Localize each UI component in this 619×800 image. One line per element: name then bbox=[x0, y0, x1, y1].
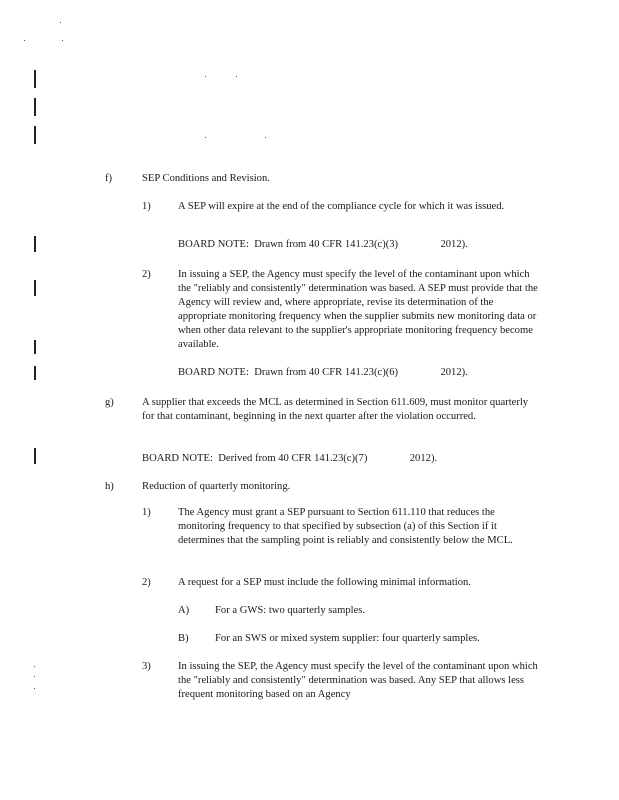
section-h-subitem-b-label: B) bbox=[178, 633, 189, 644]
change-bar bbox=[34, 70, 36, 88]
change-bar bbox=[34, 366, 36, 380]
scan-speck bbox=[265, 137, 266, 138]
change-bar bbox=[34, 448, 36, 464]
scan-speck bbox=[34, 666, 35, 667]
scan-speck bbox=[60, 22, 61, 23]
scan-speck bbox=[205, 76, 206, 77]
change-bar bbox=[34, 98, 36, 116]
section-h-label: h) bbox=[105, 481, 114, 492]
section-f-item-1-label: 1) bbox=[142, 201, 151, 212]
section-h-item-1-label: 1) bbox=[142, 507, 151, 518]
section-f-item-1-note: BOARD NOTE: Drawn from 40 CFR 141.23(c)(3) 2012). bbox=[178, 239, 468, 250]
section-h-subitem-a-label: A) bbox=[178, 605, 190, 616]
scan-speck bbox=[34, 688, 35, 689]
change-bar bbox=[34, 340, 36, 354]
change-bar bbox=[34, 280, 36, 296]
section-f-item-2-label: 2) bbox=[142, 269, 151, 280]
change-bar bbox=[34, 236, 36, 252]
section-g-note: BOARD NOTE: Derived from 40 CFR 141.23(c)(7) 2012). bbox=[142, 453, 438, 464]
scan-speck bbox=[236, 76, 237, 77]
change-bar bbox=[34, 126, 36, 144]
scan-speck bbox=[62, 40, 63, 41]
section-h-item-2-text: A request for a SEP must include the following minimal information. bbox=[178, 577, 471, 588]
section-h-item-3-label: 3) bbox=[142, 661, 151, 672]
section-f-heading: SEP Conditions and Revision. bbox=[142, 173, 270, 184]
section-h-subitem-b-text: For an SWS or mixed system supplier: four quarterly samples. bbox=[215, 633, 480, 644]
section-g-text: A supplier that exceeds the MCL as determined in Section 611.609, must monitor quarterly for that contaminant, beginning in the next quarter after the violation occurred. bbox=[142, 397, 529, 422]
section-h-item-3-text: In issuing the SEP, the Agency must specify the level of the contaminant upon which the "reliably and consistently" determination was based. Any SEP that allows less frequent monitoring based on an Agency bbox=[178, 661, 538, 700]
section-f-item-2-text: In issuing a SEP, the Agency must specify the level of the contaminant upon which the "reliably and consistently" determination was based. A SEP must provide that the Agency will review and, where appropriate, revise its determination of the appropriate monitoring frequency when the supplier submits new monitoring data or when other data relevant to the supplier's appropriate monitoring frequency become available. bbox=[178, 269, 538, 350]
section-h-item-1-text: The Agency must grant a SEP pursuant to Section 611.110 that reduces the monitoring frequency to that specified by subsection (a) of this Section if it determines that the sampling point is reliably and consistently below the MCL. bbox=[178, 507, 513, 546]
section-f-item-1-text: A SEP will expire at the end of the compliance cycle for which it was issued. bbox=[178, 201, 505, 212]
section-h-subitem-a-text: For a GWS: two quarterly samples. bbox=[215, 605, 366, 616]
scan-speck bbox=[24, 40, 25, 41]
section-f-label: f) bbox=[105, 173, 113, 184]
section-g-label: g) bbox=[105, 397, 114, 408]
scan-speck bbox=[205, 137, 206, 138]
section-h-heading: Reduction of quarterly monitoring. bbox=[142, 481, 291, 492]
section-h-item-2-label: 2) bbox=[142, 577, 151, 588]
scan-speck bbox=[34, 676, 35, 677]
section-f-item-2-note: BOARD NOTE: Drawn from 40 CFR 141.23(c)(6) 2012). bbox=[178, 367, 468, 378]
